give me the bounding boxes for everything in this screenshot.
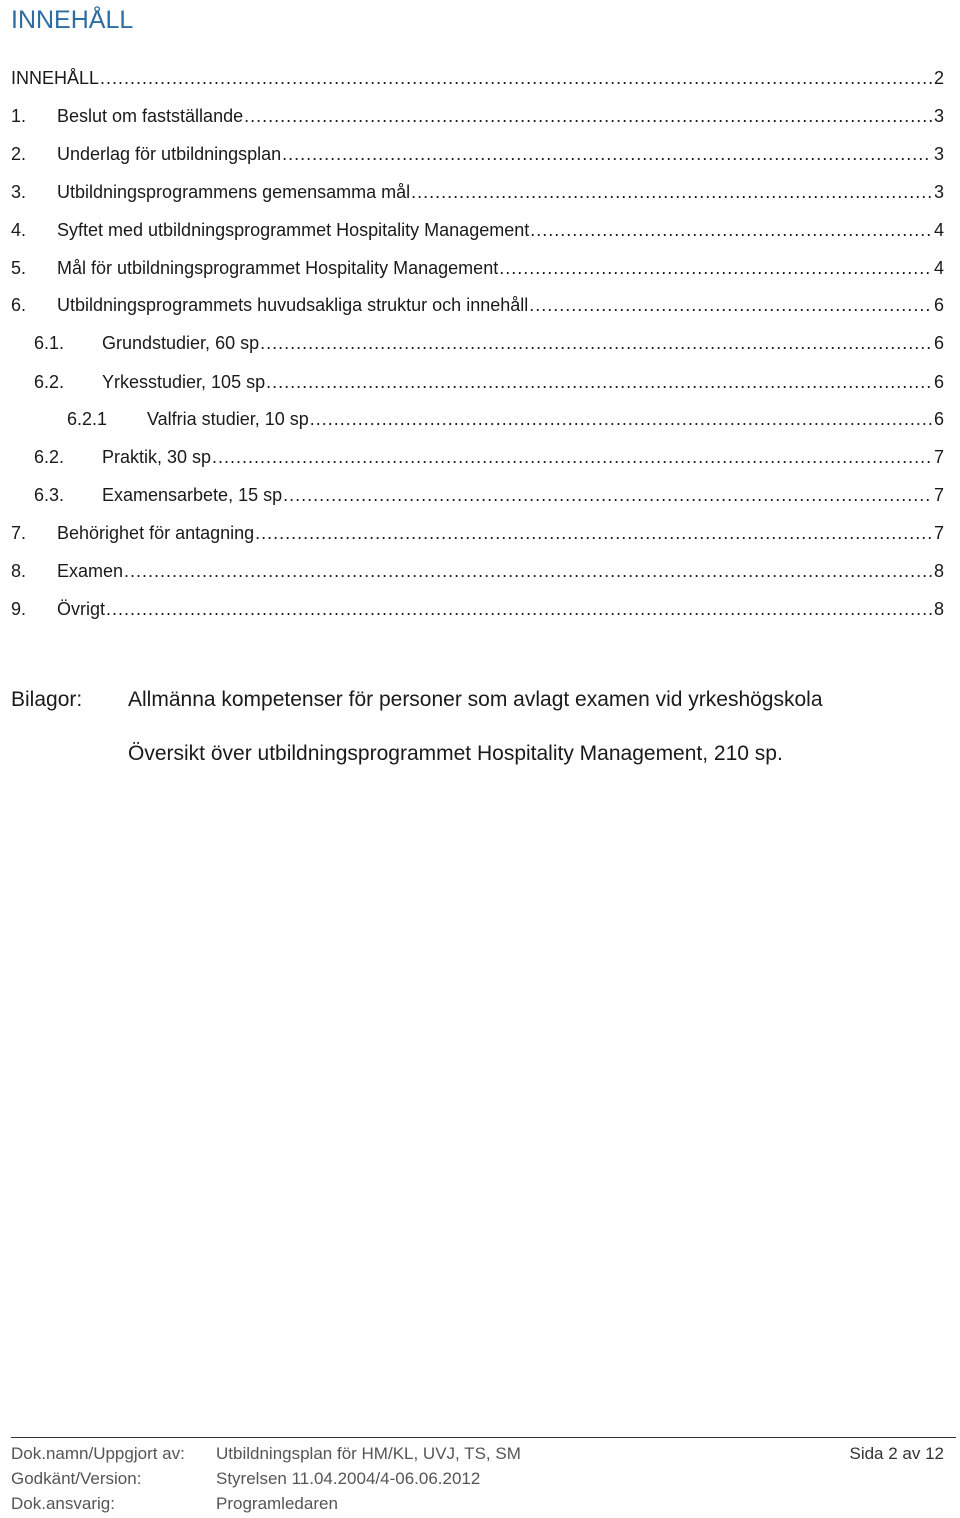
toc-dot-leader bbox=[260, 330, 932, 356]
footer-value: Utbildningsplan för HM/KL, UVJ, TS, SM bbox=[216, 1444, 521, 1463]
toc-entry-9[interactable] bbox=[0, 596, 944, 622]
toc-entry-1[interactable] bbox=[0, 103, 944, 129]
footer-divider bbox=[11, 1437, 956, 1438]
toc-entry-title: Examen bbox=[57, 561, 124, 581]
toc-entry-title: Grundstudier, 60 sp bbox=[102, 333, 260, 353]
page-number: Sida 2 av 12 bbox=[849, 1444, 944, 1463]
toc-dot-leader bbox=[244, 103, 932, 129]
toc-entry-page: 6 bbox=[933, 409, 944, 429]
page-heading: INNEHÅLL bbox=[11, 6, 134, 34]
toc-entry-2[interactable] bbox=[0, 141, 944, 167]
footer-value: Programledaren bbox=[216, 1494, 338, 1513]
toc-entry-title: INNEHÅLL bbox=[11, 68, 100, 88]
toc-entry-number: 6.2. bbox=[34, 372, 65, 392]
toc-entry-page: 3 bbox=[933, 106, 944, 126]
toc-entry-page: 7 bbox=[933, 485, 944, 505]
toc-entry-title: Valfria studier, 10 sp bbox=[147, 409, 309, 429]
footer-value: Styrelsen 11.04.2004/4-06.06.2012 bbox=[216, 1469, 481, 1488]
toc-dot-leader bbox=[106, 596, 932, 622]
bilagor-item-kompetenser: Allmänna kompetenser för personer som avlagt examen vid yrkeshögskola bbox=[128, 688, 823, 711]
toc-entry-number: 6.2.1 bbox=[67, 409, 108, 429]
toc-entry-page: 3 bbox=[933, 182, 944, 202]
toc-entry-number: 6.3. bbox=[34, 485, 65, 505]
toc-entry-6[interactable] bbox=[0, 292, 944, 318]
toc-entry-title: Behörighet för antagning bbox=[57, 523, 255, 543]
toc-entry-6-2-1[interactable] bbox=[0, 406, 944, 432]
toc-entry-title: Syftet med utbildningsprogrammet Hospitality Management bbox=[57, 220, 530, 240]
toc-entry-number: 6.2. bbox=[34, 447, 65, 467]
footer-label: Dok.ansvarig: bbox=[11, 1494, 115, 1513]
toc-entry-number: 6. bbox=[11, 295, 27, 315]
toc-entry-number: 7. bbox=[11, 523, 27, 543]
toc-entry-6-3[interactable] bbox=[0, 482, 944, 508]
toc-dot-leader bbox=[283, 482, 932, 508]
toc-entry-page: 8 bbox=[933, 599, 944, 619]
toc-entry-page: 7 bbox=[933, 447, 944, 467]
toc-entry-title: Underlag för utbildningsplan bbox=[57, 144, 282, 164]
toc-entry-page: 3 bbox=[933, 144, 944, 164]
toc-dot-leader bbox=[310, 406, 932, 432]
toc-entry-7[interactable] bbox=[0, 520, 944, 546]
toc-entry-title: Utbildningsprogrammets huvudsakliga struktur och innehåll bbox=[57, 295, 529, 315]
toc-entry-title: Övrigt bbox=[57, 599, 106, 619]
toc-dot-leader bbox=[499, 255, 932, 281]
toc-entry-title: Examensarbete, 15 sp bbox=[102, 485, 283, 505]
toc-entry-6-2-praktik[interactable] bbox=[0, 444, 944, 470]
toc-dot-leader bbox=[529, 292, 932, 318]
toc-entry-title: Mål för utbildningsprogrammet Hospitality Management bbox=[57, 258, 499, 278]
toc-entry-6-2[interactable] bbox=[0, 369, 944, 395]
toc-entry-number: 2. bbox=[11, 144, 27, 164]
toc-entry-5[interactable] bbox=[0, 255, 944, 281]
toc-dot-leader bbox=[124, 558, 932, 584]
toc-entry-page: 6 bbox=[933, 295, 944, 315]
toc-entry-number: 4. bbox=[11, 220, 27, 240]
toc-entry-number: 8. bbox=[11, 561, 27, 581]
toc-entry-page: 7 bbox=[933, 523, 944, 543]
toc-entry-number: 5. bbox=[11, 258, 27, 278]
toc-dot-leader bbox=[411, 179, 932, 205]
toc-entry-number: 3. bbox=[11, 182, 27, 202]
toc-dot-leader bbox=[212, 444, 932, 470]
footer-label: Godkänt/Version: bbox=[11, 1469, 142, 1488]
bilagor-item-oversikt: Översikt över utbildningsprogrammet Hospitality Management, 210 sp. bbox=[128, 742, 783, 765]
toc-entry-8[interactable] bbox=[0, 558, 944, 584]
toc-dot-leader bbox=[255, 520, 932, 546]
toc-entry-page: 4 bbox=[933, 220, 944, 240]
toc-entry-title: Yrkesstudier, 105 sp bbox=[102, 372, 266, 392]
toc-dot-leader bbox=[100, 65, 932, 91]
toc-entry-number: 1. bbox=[11, 106, 27, 126]
toc-entry-page: 4 bbox=[933, 258, 944, 278]
toc-dot-leader bbox=[530, 217, 932, 243]
toc-entry-title: Utbildningsprogrammens gemensamma mål bbox=[57, 182, 411, 202]
toc-entry-6-1[interactable] bbox=[0, 330, 944, 356]
bilagor-label: Bilagor: bbox=[11, 688, 83, 711]
toc-entry-page: 8 bbox=[933, 561, 944, 581]
toc-entry-number: 6.1. bbox=[34, 333, 65, 353]
toc-entry-page: 6 bbox=[933, 333, 944, 353]
toc-entry-title: Praktik, 30 sp bbox=[102, 447, 212, 467]
toc-dot-leader bbox=[266, 369, 932, 395]
toc-entry-page: 2 bbox=[933, 68, 944, 88]
toc-dot-leader bbox=[282, 141, 932, 167]
toc-entry-title: Beslut om fastställande bbox=[57, 106, 244, 126]
toc-entry-4[interactable] bbox=[0, 217, 944, 243]
toc-entry-3[interactable] bbox=[0, 179, 944, 205]
toc-entry-innehall[interactable] bbox=[0, 65, 944, 91]
toc-entry-number: 9. bbox=[11, 599, 27, 619]
footer-label: Dok.namn/Uppgjort av: bbox=[11, 1444, 185, 1463]
toc-entry-page: 6 bbox=[933, 372, 944, 392]
